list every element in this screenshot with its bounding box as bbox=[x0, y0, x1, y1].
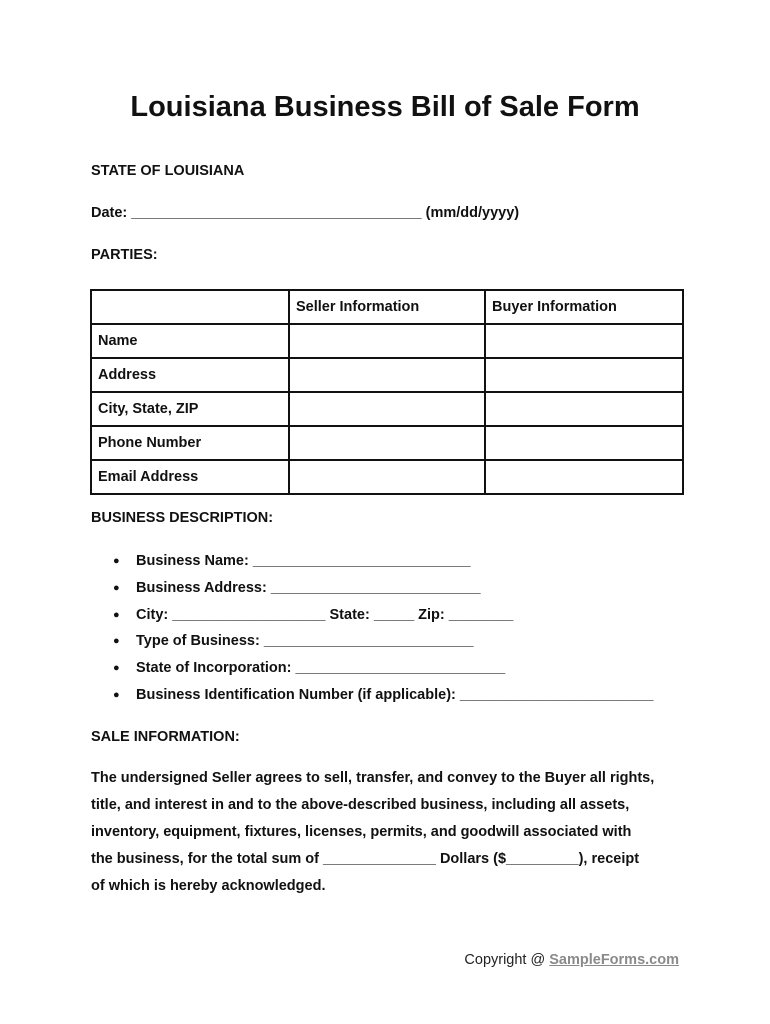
parties-heading: PARTIES: bbox=[91, 247, 158, 263]
table-header-buyer: Buyer Information bbox=[485, 290, 683, 324]
row-label-city-state-zip: City, State, ZIP bbox=[91, 392, 289, 426]
buyer-city-cell[interactable] bbox=[485, 392, 683, 426]
table-header-blank bbox=[91, 290, 289, 324]
sampleforms-link[interactable]: SampleForms.com bbox=[549, 952, 679, 968]
row-label-address: Address bbox=[91, 358, 289, 392]
seller-name-cell[interactable] bbox=[289, 324, 485, 358]
table-header-row bbox=[91, 290, 683, 324]
row-label-phone: Phone Number bbox=[91, 426, 289, 460]
sale-line: title, and interest in and to the above-described business, including all assets, bbox=[91, 797, 630, 813]
business-name-item: ● Business Name: ___________________________ bbox=[113, 548, 653, 575]
seller-address-cell[interactable] bbox=[289, 358, 485, 392]
business-incorporation-item: ● State of Incorporation: __________________________ bbox=[113, 655, 653, 682]
row-label-email: Email Address bbox=[91, 460, 289, 494]
page-title: Louisiana Business Bill of Sale Form bbox=[130, 91, 640, 123]
buyer-name-cell[interactable] bbox=[485, 324, 683, 358]
sale-line: the business, for the total sum of ______________ Dollars ($_________), receipt bbox=[91, 851, 640, 867]
sale-line: of which is hereby acknowledged. bbox=[91, 878, 326, 894]
parties-table bbox=[90, 289, 684, 495]
table-row bbox=[91, 392, 683, 426]
sale-line: The undersigned Seller agrees to sell, transfer, and convey to the Buyer all rights, bbox=[91, 770, 655, 786]
copyright-footer bbox=[464, 952, 679, 968]
table-header-seller: Seller Information bbox=[289, 290, 485, 324]
sale-paragraph bbox=[91, 765, 711, 900]
sale-line: inventory, equipment, fixtures, licenses, permits, and goodwill associated with bbox=[91, 824, 632, 840]
buyer-address-cell[interactable] bbox=[485, 358, 683, 392]
business-city-item: ● City: ___________________ State: _____ Zip: ________ bbox=[113, 602, 653, 629]
copyright-prefix: Copyright @ bbox=[464, 952, 550, 968]
table-row bbox=[91, 324, 683, 358]
business-id-item: ● Business Identification Number (if applicable): ________________________ bbox=[113, 682, 653, 709]
business-address-item: ● Business Address: __________________________ bbox=[113, 575, 653, 602]
parties-table-wrapper bbox=[90, 289, 682, 495]
table-row bbox=[91, 358, 683, 392]
seller-email-cell[interactable] bbox=[289, 460, 485, 494]
seller-phone-cell[interactable] bbox=[289, 426, 485, 460]
business-list bbox=[113, 548, 653, 709]
seller-city-cell[interactable] bbox=[289, 392, 485, 426]
business-heading: BUSINESS DESCRIPTION: bbox=[91, 510, 274, 526]
row-label-name: Name bbox=[91, 324, 289, 358]
buyer-phone-cell[interactable] bbox=[485, 426, 683, 460]
table-row bbox=[91, 426, 683, 460]
business-type-item: ● Type of Business: __________________________ bbox=[113, 628, 653, 655]
state-line: STATE OF LOUISIANA bbox=[91, 163, 245, 179]
sale-heading: SALE INFORMATION: bbox=[91, 729, 240, 745]
buyer-email-cell[interactable] bbox=[485, 460, 683, 494]
table-row bbox=[91, 460, 683, 494]
date-line: Date: ____________________________________ (mm/dd/yyyy) bbox=[91, 205, 520, 221]
